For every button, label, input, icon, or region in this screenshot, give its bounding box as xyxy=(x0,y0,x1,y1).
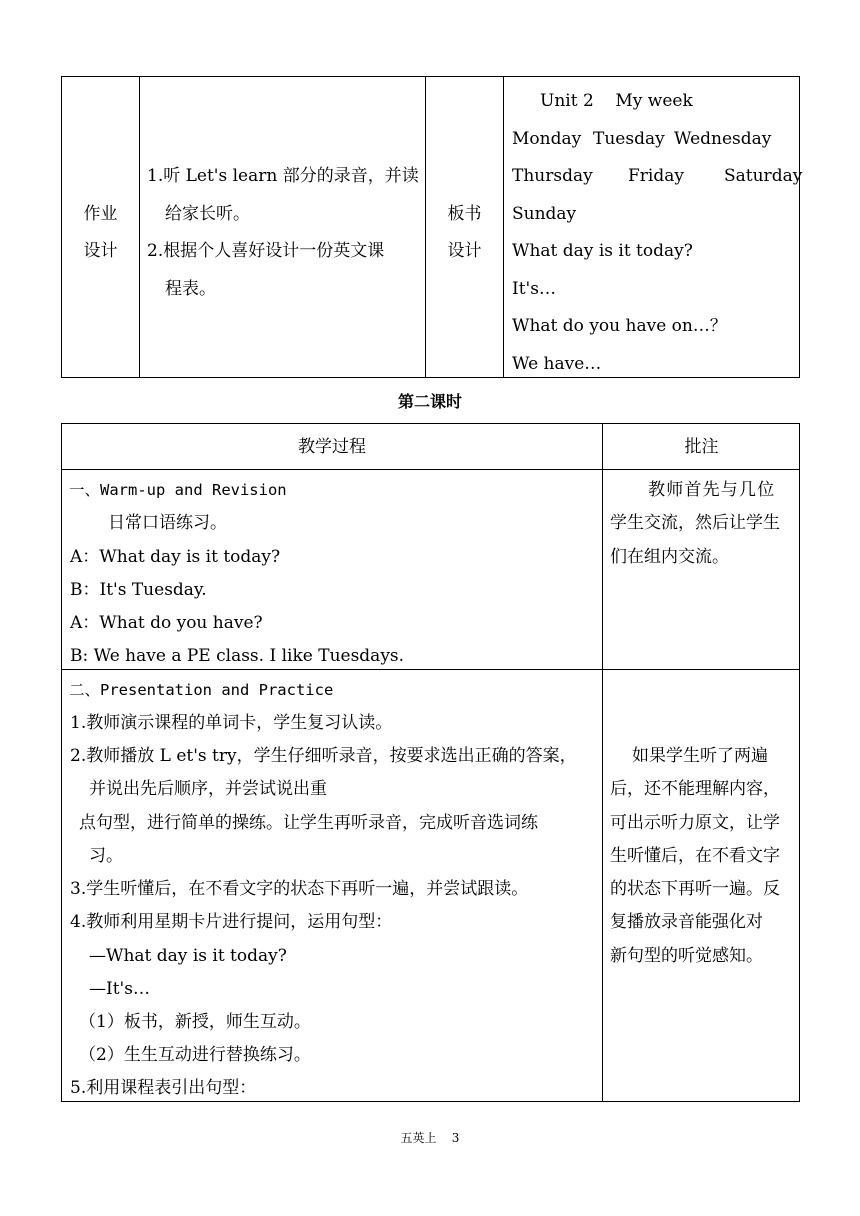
note-line: 学生交流，然后让学生 xyxy=(610,513,780,533)
process-line: 4.教师利用星期卡片进行提问，运用句型： xyxy=(70,912,393,932)
process-line: 日常口语练习。 xyxy=(108,513,227,533)
note-line: 们在组内交流。 xyxy=(610,547,729,567)
homework-label-2: 设计 xyxy=(83,241,118,261)
homework-line: 2.根据个人喜好设计一份英文课 xyxy=(147,241,385,261)
board-line: Sunday xyxy=(512,204,577,224)
note-line: 的状态下再听一遍。反 xyxy=(610,879,780,899)
header-process: 教学过程 xyxy=(298,437,366,457)
process-line: A：What day is it today? xyxy=(70,547,281,567)
board-line: We have… xyxy=(512,354,602,374)
board-title: Unit 2 My week xyxy=(540,91,693,111)
homework-line: 给家长听。 xyxy=(165,204,250,224)
homework-line: 1.听 Let's learn 部分的录音，并读 xyxy=(147,166,419,186)
process-line: A：What do you have? xyxy=(70,613,263,633)
board-line: What day is it today? xyxy=(512,241,693,261)
board-line: What do you have on…？ xyxy=(512,316,727,336)
page-footer: 五英上 3 xyxy=(400,1131,460,1145)
table1-divider-1 xyxy=(139,76,140,378)
table1-divider-2 xyxy=(425,76,426,378)
process-line: 2.教师播放 L et's try，学生仔细听录音，按要求选出正确的答案， xyxy=(70,746,577,766)
note-line: 新句型的听觉感知。 xyxy=(610,946,763,966)
process-line: （2）生生互动进行替换练习。 xyxy=(79,1045,311,1065)
section-heading: 二、Presentation and Practice xyxy=(69,681,334,699)
board-label-1: 板书 xyxy=(447,204,482,224)
board-day: Monday xyxy=(512,129,582,149)
process-line: 并说出先后顺序，并尝试说出重 xyxy=(89,779,327,799)
board-day: Saturday xyxy=(724,166,803,186)
board-label-2: 设计 xyxy=(447,241,482,261)
table2-divider xyxy=(602,423,603,1102)
table1-divider-3 xyxy=(503,76,504,378)
process-line: （1）板书，新授，师生互动。 xyxy=(79,1012,311,1032)
board-day: Wednesday xyxy=(674,129,772,149)
process-line: B: We have a PE class. I like Tuesdays. xyxy=(70,646,405,666)
note-line: 复播放录音能强化对 xyxy=(610,912,763,932)
header-notes: 批注 xyxy=(684,437,719,457)
board-day: Tuesday xyxy=(593,129,665,149)
note-line: 后，还不能理解内容， xyxy=(610,779,780,799)
table2-row-rule xyxy=(61,669,800,670)
process-line: 1.教师演示课程的单词卡，学生复习认读。 xyxy=(70,713,393,733)
note-line: 生听懂后，在不看文字 xyxy=(610,846,780,866)
table2-header-rule xyxy=(61,469,800,470)
homework-label-1: 作业 xyxy=(83,204,118,224)
note-line: 可出示听力原文，让学 xyxy=(610,813,780,833)
section-title: 第二课时 xyxy=(397,392,462,411)
process-line: 3.学生听懂后，在不看文字的状态下再听一遍，并尝试跟读。 xyxy=(70,879,529,899)
process-line: 5.利用课程表引出句型： xyxy=(70,1078,257,1098)
process-line: —It's… xyxy=(89,979,150,999)
note-line: 教师首先与几位 xyxy=(648,480,776,500)
board-day: Friday xyxy=(628,166,684,186)
section-heading: 一、Warm-up and Revision xyxy=(69,481,287,499)
board-line: It's… xyxy=(512,279,556,299)
homework-line: 程表。 xyxy=(165,279,216,299)
board-day: Thursday xyxy=(512,166,593,186)
note-line: 如果学生听了两遍 xyxy=(632,746,768,766)
process-line: B：It's Tuesday. xyxy=(70,580,207,600)
process-line: 习。 xyxy=(89,846,123,866)
process-line: 点句型，进行简单的操练。让学生再听录音，完成听音选词练 xyxy=(79,813,538,833)
process-line: —What day is it today? xyxy=(89,946,287,966)
